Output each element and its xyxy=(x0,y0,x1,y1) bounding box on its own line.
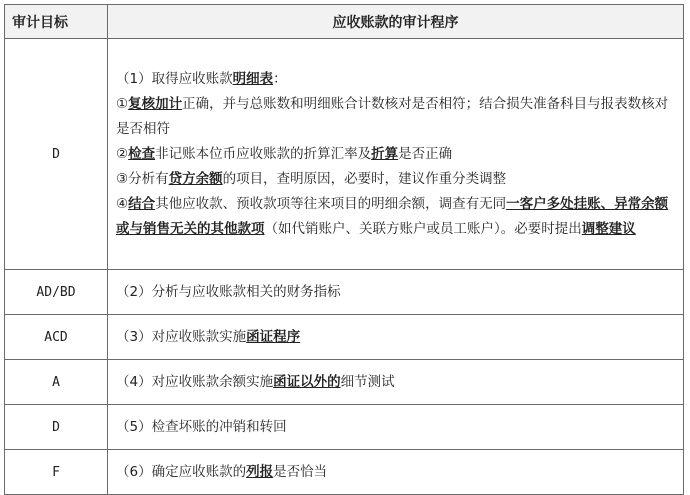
highlighted-term: 一客户多处挂账、异常余额或与销售无关的其他款项 xyxy=(116,195,669,237)
highlighted-term: 折算 xyxy=(371,145,399,162)
procedure-text: ③分析有 xyxy=(116,170,169,187)
procedure-line xyxy=(116,67,677,92)
procedure-line xyxy=(116,370,677,395)
procedure-text: 其他应收款、预收款项等往来项目的明细余额，调查有无同 xyxy=(155,195,507,212)
audit-goal-cell: A xyxy=(5,360,108,405)
highlighted-term: 函证程序 xyxy=(246,328,301,345)
highlighted-term: 贷方余额 xyxy=(168,170,223,187)
procedure-line xyxy=(116,142,677,167)
procedure-text: 正确，并与总账数和明细账合计数核对是否相符；结合损失准备科目与报表数核对是否相符 xyxy=(116,95,669,137)
procedure-line xyxy=(116,460,677,485)
procedure-text: （3）对应收账款实施 xyxy=(116,328,247,345)
table-row xyxy=(5,360,684,405)
procedure-cell xyxy=(108,270,684,315)
procedure-text: 的项目，查明原因，必要时，建议作重分类调整 xyxy=(222,170,507,187)
audit-goal-cell: AD/BD xyxy=(5,270,108,315)
procedure-line xyxy=(116,325,677,350)
highlighted-term: 调整建议 xyxy=(581,220,636,237)
procedure-cell xyxy=(108,450,684,495)
highlighted-term: 检查 xyxy=(128,145,156,162)
procedure-line xyxy=(116,192,677,242)
procedure-cell xyxy=(108,405,684,450)
table-row xyxy=(5,270,684,315)
table-row xyxy=(5,405,684,450)
highlighted-term: 复核加计 xyxy=(128,95,183,112)
highlighted-term: 列报 xyxy=(246,463,274,480)
procedure-cell xyxy=(108,315,684,360)
procedure-text: （5）检查坏账的冲销和转回 xyxy=(116,418,287,435)
procedure-text: 非记账本位币应收账款的折算汇率及 xyxy=(155,145,372,162)
procedure-line xyxy=(116,92,677,142)
table-row xyxy=(5,450,684,495)
header-audit-procedure: 应收账款的审计程序 xyxy=(108,5,684,39)
audit-procedure-table xyxy=(4,4,684,495)
audit-goal-cell: D xyxy=(5,405,108,450)
audit-goal-cell: D xyxy=(5,39,108,270)
table-row xyxy=(5,315,684,360)
procedure-text: （4）对应收账款余额实施 xyxy=(116,373,274,390)
procedure-line xyxy=(116,415,677,440)
procedure-text: （2）分析与应收账款相关的财务指标 xyxy=(116,283,341,300)
audit-goal-cell: ACD xyxy=(5,315,108,360)
procedure-text: ② xyxy=(116,145,129,162)
procedure-cell xyxy=(108,39,684,270)
highlighted-term: 明细表 xyxy=(232,70,274,87)
highlighted-term: 函证以外的 xyxy=(273,373,341,390)
procedure-text: ： xyxy=(273,70,287,87)
procedure-text: ① xyxy=(116,95,129,112)
procedure-cell xyxy=(108,360,684,405)
procedure-line xyxy=(116,280,677,305)
procedure-text: 是否恰当 xyxy=(273,463,328,480)
procedure-text: 细节测试 xyxy=(340,373,395,390)
procedure-line xyxy=(116,167,677,192)
audit-goal-cell: F xyxy=(5,450,108,495)
procedure-text: （1）取得应收账款 xyxy=(116,70,233,87)
header-audit-goal: 审计目标 xyxy=(5,5,108,39)
procedure-text: （6）确定应收账款的 xyxy=(116,463,247,480)
procedure-text: 是否正确 xyxy=(398,145,453,162)
procedure-text: （如代销账户、关联方账户或员工账户）。必要时提出 xyxy=(264,220,582,237)
header-row xyxy=(5,5,684,39)
procedure-text: ④ xyxy=(116,195,129,212)
highlighted-term: 结合 xyxy=(128,195,156,212)
table-row xyxy=(5,39,684,270)
